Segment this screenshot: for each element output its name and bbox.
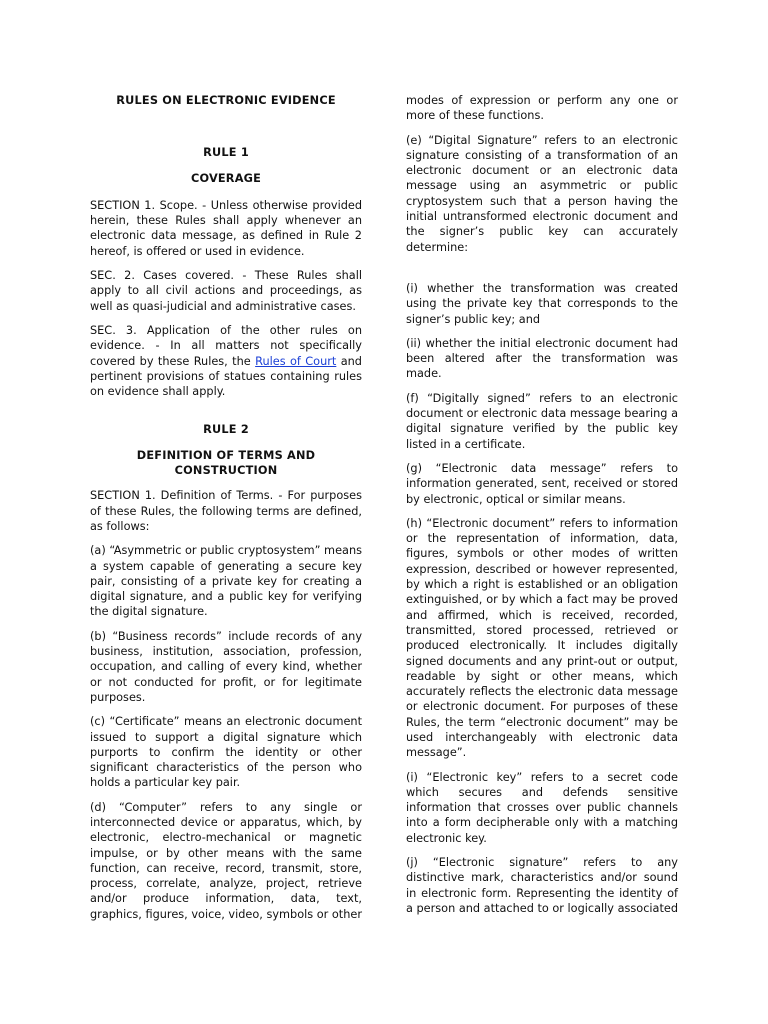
rule2-heading: RULE 2: [203, 423, 249, 437]
section1-scope: SECTION 1. Scope. - Unless otherwise provided herein, these Rules shall apply whenever an electronic data message, as defined in Rule 2 hereof, is offered or used in evidence.: [90, 198, 362, 258]
definition-e-ii: (ii) whether the initial electronic document had been altered after the transformation was made.: [406, 336, 678, 381]
section1-definition: SECTION 1. Definition of Terms. - For purposes of these Rules, the following terms are defined, as follows:: [90, 489, 362, 533]
left-column: [90, 93, 362, 931]
definition-e-i: (i) whether the transformation was created using the private key that corresponds to the signer’s public key; and: [406, 281, 678, 326]
rule2-subheading: DEFINITION OF TERMS AND CONSTRUCTION: [136, 448, 316, 478]
definition-d: (d) “Computer” refers to any single or interconnected device or apparatus, which, by electronic, electro-mechanical or magnetic impulse, or by other means with the same function, can receive, record, transmit, store, process, correlate, analyze, project, retrieve and/or produce information, data, text, graphics, figures, voice, video, symbols or other: [90, 800, 362, 921]
definition-d-continuation: modes of expression or perform any one or more of these functions.: [406, 94, 678, 123]
definition-b: (b) “Business records” include records of any business, institution, association, profession, occupation, and calling of every kind, whether or not conducted for profit, or for legitimate purposes.: [90, 629, 362, 704]
section3-application: [90, 323, 362, 399]
definition-h: (h) “Electronic document” refers to information or the representation of information, data, figures, symbols or other modes of written expression, described or however represented, by which a right is established or an obligation extinguished, or by which a fact may be proved and affirmed, which is received, recorded, transmitted, stored processed, retrieved or produced electronically. It includes digitally signed documents and any print-out or output, readable by sight or other means, which accurately reflects the electronic data message or electronic document. For purposes of these Rules, the term “electronic document” may be used interchangeably with electronic data message”.: [406, 516, 678, 760]
definition-e: (e) “Digital Signature” refers to an electronic signature consisting of a transformation of an electronic document or an electronic data message using an asymmetric or public cryptosystem such that a person having the initial untransformed electronic document and the signer’s public key can accurately determine:: [406, 133, 678, 254]
document-title: RULES ON ELECTRONIC EVIDENCE: [116, 94, 336, 107]
section2-cases: SEC. 2. Cases covered. - These Rules shall apply to all civil actions and proceedings, as well as quasi-judicial and administrative cases.: [90, 269, 362, 313]
right-column: [406, 93, 678, 925]
section3-text-end: and pertinent provisions of statues containing rules on evidence shall apply.: [90, 354, 362, 399]
definition-i: (i) “Electronic key” refers to a secret code which secures and defends sensitive information that crosses over public channels into a form decipherable only with a matching electronic key.: [406, 770, 678, 845]
rule1-heading: RULE 1: [203, 146, 249, 160]
section3-text-start: SEC. 3. Application of the other rules on evidence. - In all matters not specifically covered by these Rules, the: [90, 323, 362, 368]
definition-a: (a) “Asymmetric or public cryptosystem” means a system capable of generating a secure key pair, consisting of a private key for creating a digital signature, and a public key for verifying the digital signature.: [90, 544, 362, 619]
rule1-subheading: COVERAGE: [190, 171, 262, 185]
rules-of-court-link[interactable]: Rules of Court: [255, 354, 337, 368]
definition-c: (c) “Certificate” means an electronic document issued to support a digital signature which purports to confirm the identity or other significant characteristics of the person who holds a particular key pair.: [90, 715, 362, 790]
definition-f: (f) “Digitally signed” refers to an electronic document or electronic data message bearing a digital signature verified by the public key listed in a certificate.: [406, 391, 678, 451]
definition-j: (j) “Electronic signature” refers to any distinctive mark, characteristics and/or sound in electronic form. Representing the identity of a person and attached to or logically associated: [406, 856, 679, 915]
definition-g: (g) “Electronic data message” refers to information generated, sent, received or stored by electronic, optical or similar means.: [406, 461, 678, 506]
